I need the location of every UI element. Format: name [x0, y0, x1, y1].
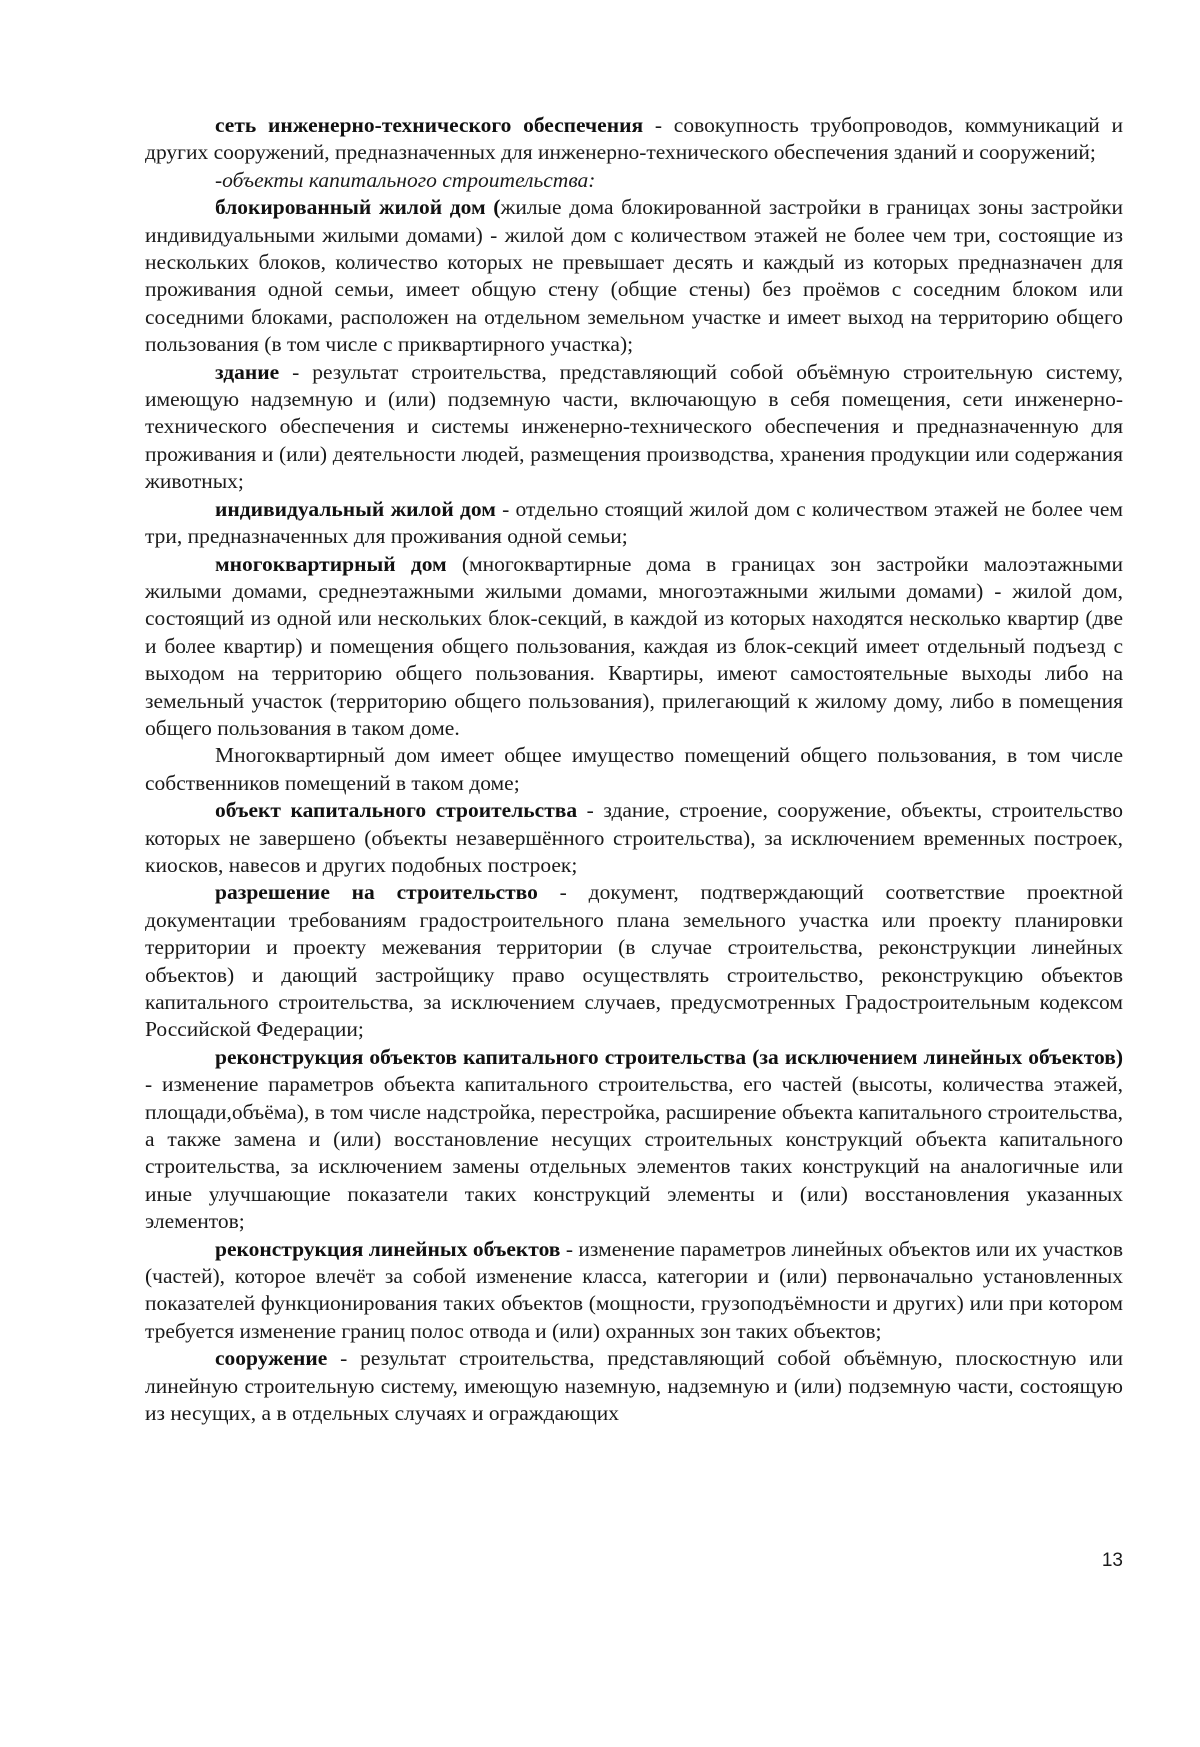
term: многоквартирный дом: [215, 551, 447, 576]
paragraph-reconstruction-linear: [145, 1236, 1123, 1346]
term: блокированный жилой дом (: [215, 195, 501, 220]
definition: - результат строительства, представляющий собой объёмную строительную систему, имеющую надземную и (или) подземную части, включающую в себя помещения, сети инженерно-технического обеспечения и системы инженерно-технического обеспечения и предназначенную для проживания и (или) деятельности людей, размещения производства, хранения продукции или содержания животных;: [145, 359, 1123, 494]
definition: - документ, подтверждающий соответствие проектной документации требованиям градостроительного плана земельного участка или проекту планировки территории и проекту межевания территории (в случае строительства, реконструкции линейных объектов) и дающий застройщику право осуществлять строительство, реконструкцию объектов капитального строительства, за исключением случаев, предусмотренных Градостроительным кодексом Российской Федерации;: [145, 880, 1124, 1042]
definition: - здание, строение, сооружение, объекты, строительство которых не завершено (объекты незавершённого строительства), за исключением временных построек, киосков, навесов и других подобных построек;: [145, 798, 1123, 877]
term: индивидуальный жилой дом: [215, 496, 496, 521]
page-number: 13: [1101, 1550, 1123, 1571]
definition: жилые дома блокированной застройки в границах зоны застройки индивидуальными жилыми домами) - жилой дом с количеством этажей не более чем три, состоящие из нескольких блоков, количество которых не превышает десять и каждый из которых предназначен для проживания одной семьи, имеет общую стену (общие стены) без проёмов с соседним блоком или соседними блоками, расположен на отдельном земельном участке и имеет выход на территорию общего пользования (в том числе с приквартирного участка);: [145, 195, 1123, 357]
term: сеть инженерно-технического обеспечения: [215, 113, 644, 137]
term: реконструкция объектов капитального строительства (за исключением линейных объектов): [215, 1044, 1123, 1069]
paragraph-capital-object: [145, 797, 1123, 879]
paragraph-blocked-house: [145, 194, 1123, 358]
paragraph-apartment-building: [145, 551, 1123, 743]
paragraph-common-property: [145, 742, 1123, 797]
definition: (многоквартирные дома в границах зон застройки малоэтажными жилыми домами, среднеэтажными жилыми домами, многоэтажными жилыми домами) - жилой дом, состоящий из одной или нескольких блок-секций, в каждой из которых находятся несколько квартир (две и более квартир) и помещения общего пользования, каждая из блок-секций имеет отдельный подъезд с выходом на территорию общего пользования. Квартиры, имеют самостоятельные выходы либо на земельный участок (территорию общего пользования), прилегающий к жилому дому, либо в помещения общего пользования в таком доме.: [145, 551, 1123, 740]
paragraph-reconstruction-capital: [145, 1044, 1123, 1236]
plain-text: Многоквартирный дом имеет общее имущество помещений общего пользования, в том числе собственников помещений в таком доме;: [145, 743, 1123, 795]
term: объект капитального строительства: [215, 798, 578, 823]
italic-heading: -объекты капитального строительства:: [215, 167, 596, 192]
section-heading-capital-objects: [145, 167, 1123, 194]
document-body: [145, 112, 1123, 1428]
term: сооружение: [215, 1346, 328, 1371]
paragraph-individual-house: [145, 496, 1123, 551]
definition: - результат строительства, представляющий собой объёмную, плоскостную или линейную строительную систему, имеющую наземную, надземную и (или) подземную части, состоящую из несущих, а в отдельных случаях и ограждающих: [145, 1346, 1123, 1426]
definition: - изменение параметров линейных объектов или их участков (частей), которое влечёт за собой изменение класса, категории и (или) первоначально установленных показателей функционирования таких объектов (мощности, грузоподъёмности и других) или при котором требуется изменение границ полос отвода и (или) охранных зон таких объектов;: [145, 1236, 1123, 1343]
definition: - совокупность трубопроводов, коммуникаций и других сооружений, предназначенных для инженерно-технического обеспечения зданий и сооружений;: [145, 113, 1123, 165]
definition: - отдельно стоящий жилой дом с количеством этажей не более чем три, предназначенных для проживания одной семьи;: [145, 496, 1123, 549]
paragraph-building: [145, 359, 1123, 496]
definition: - изменение параметров объекта капитального строительства, его частей (высоты, количества этажей, площади,объёма), в том числе надстройка, перестройка, расширение объекта капитального строительства, а также замена и (или) восстановление несущих строительных конструкций объекта капитального строительства, за исключением замены отдельных элементов таких конструкций на аналогичные или иные улучшающие показатели таких конструкций элементы и (или) восстановления указанных элементов;: [145, 1072, 1123, 1234]
paragraph-building-permit: [145, 879, 1123, 1043]
paragraph-structure: [145, 1345, 1123, 1427]
term: разрешение на строительство: [215, 880, 538, 905]
term: реконструкция линейных объектов: [215, 1236, 561, 1261]
paragraph-engineering-network: [145, 112, 1123, 167]
term: здание: [215, 359, 280, 384]
